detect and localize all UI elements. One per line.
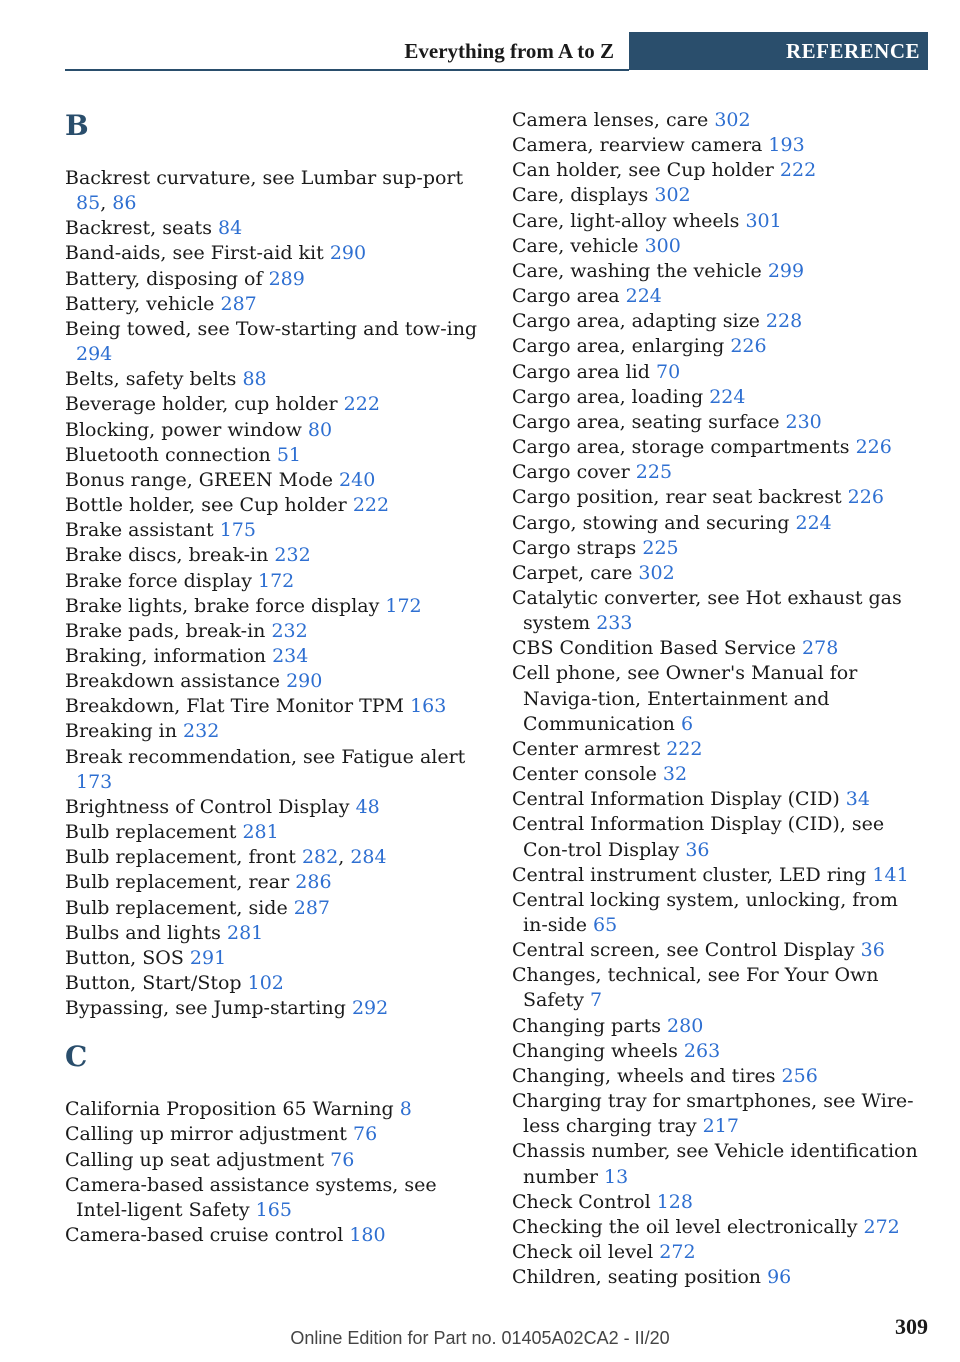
index-entry (65, 418, 485, 443)
index-entry (65, 392, 485, 417)
index-entry-term: Changing, wheels and tires (512, 1064, 776, 1087)
index-entry (512, 661, 927, 736)
page-number: 309 (895, 1314, 928, 1339)
index-entry (65, 820, 485, 845)
page-reference-link[interactable]: 222 (666, 737, 703, 760)
page-reference-link[interactable]: 291 (189, 946, 227, 969)
index-entry-term: Cargo, stowing and securing (512, 511, 790, 534)
index-entry-term: Care, light-alloy wheels (512, 209, 740, 232)
index-entry-term: Braking, information (65, 644, 267, 667)
index-entry (512, 762, 927, 787)
page-reference-link[interactable]: 76 (330, 1148, 355, 1171)
index-entry (512, 158, 927, 183)
index-entry (512, 812, 927, 862)
page-reference-link[interactable]: 287 (293, 896, 331, 919)
index-entry-term: Camera, rearview camera (512, 134, 763, 157)
index-entry-term: California Proposition 65 Warning (65, 1098, 394, 1121)
index-entry-term: Brake lights, brake force display (65, 594, 380, 617)
index-entry (512, 1265, 927, 1290)
index-list-c-continued (512, 108, 927, 1290)
index-entry (65, 1122, 485, 1147)
index-entry-term: Calling up mirror adjustment (65, 1123, 347, 1146)
index-entry (512, 586, 927, 636)
page-reference-link[interactable]: 224 (709, 385, 746, 408)
page-reference-link[interactable]: 292 (351, 997, 389, 1020)
index-entry-term: Changes, technical, see For Your Own Safety (512, 964, 879, 1012)
running-header-section-title: Everything from A to Z (404, 39, 614, 63)
page-reference-link[interactable]: 294 (76, 343, 113, 366)
index-entry-term: Check Control (512, 1190, 651, 1213)
index-entry-term: Cargo area, seating surface (512, 410, 780, 433)
page-reference-link[interactable]: 51 (276, 443, 302, 466)
index-entry (65, 921, 485, 946)
index-entry-term: Break recommendation, see Fatigue alert (65, 745, 466, 768)
page-reference-link[interactable]: 282 (301, 846, 339, 869)
index-entry-term: Care, washing the vehicle (512, 259, 762, 282)
index-entry (512, 234, 927, 259)
index-entry (512, 259, 927, 284)
index-entry (512, 1014, 927, 1039)
index-entry-term: Brake assistant (65, 519, 214, 542)
page-reference-link[interactable]: 222 (343, 393, 380, 416)
index-entry: Bulb replacement, front 282, 284 (65, 846, 387, 869)
page-reference-link[interactable]: 7 (590, 989, 603, 1012)
page-reference-link[interactable]: 141 (872, 863, 909, 886)
index-entry (512, 963, 927, 1013)
index-entry (65, 870, 485, 895)
index-entry-term: Belts, safety belts (65, 368, 237, 391)
index-entry-term: Button, SOS (65, 946, 184, 969)
page-reference-link[interactable]: 76 (352, 1123, 378, 1146)
page-reference-link[interactable]: 232 (271, 619, 308, 642)
index-entry-term: Brightness of Control Display (65, 795, 350, 818)
index-entry-term: Carpet, care (512, 561, 633, 584)
index-entry (65, 669, 485, 694)
index-entry (512, 334, 927, 359)
index-entry (512, 309, 927, 334)
running-header-chapter-tab: REFERENCE (629, 32, 928, 70)
index-entry-term: Care, vehicle (512, 234, 639, 257)
index-entry-term: Central instrument cluster, LED ring (512, 863, 867, 886)
index-entry (65, 896, 485, 921)
index-entry-term: Check oil level (512, 1241, 654, 1264)
page-reference-link[interactable]: 172 (385, 594, 422, 617)
index-entry-term: CBS Condition Based Service (512, 637, 796, 660)
index-entry: Backrest curvature, see Lumbar sup-port 85, 86 (65, 167, 464, 215)
index-entry-term: Charging tray for smartphones, see Wire-less charging tray (512, 1090, 914, 1138)
index-entry-term: Children, seating position (512, 1266, 762, 1289)
page-reference-link[interactable]: 96 (767, 1266, 792, 1289)
page-reference-link[interactable]: 86 (112, 192, 137, 215)
index-entry (512, 737, 927, 762)
index-entry-term: Breakdown assistance (65, 670, 281, 693)
page-reference-link[interactable]: 217 (702, 1115, 739, 1138)
index-entry (65, 443, 485, 468)
page-reference-link[interactable]: 232 (274, 544, 311, 567)
index-entry (512, 435, 927, 460)
index-entry-term: Cargo area, storage compartments (512, 436, 850, 459)
index-entry (512, 1064, 927, 1089)
index-entry-term: Backrest curvature, see Lumbar sup-port (65, 167, 464, 189)
index-entry-term: Camera lenses, care (512, 109, 709, 131)
index-entry-term: Cargo cover (512, 461, 630, 484)
page-reference-link[interactable]: 281 (242, 821, 279, 844)
page-reference-link[interactable]: 222 (352, 494, 390, 517)
index-entry-term: Being towed, see Tow-starting and tow-ing (65, 317, 478, 340)
page-reference-link[interactable]: 226 (730, 335, 767, 358)
page-reference-link[interactable]: 234 (272, 644, 309, 667)
index-entry-term: Bluetooth connection (65, 443, 271, 466)
index-letter-c: C (65, 1040, 88, 1074)
page-reference-link[interactable]: 32 (662, 763, 688, 786)
page-reference-link[interactable]: 226 (847, 486, 884, 509)
index-column-left (65, 108, 485, 1248)
index-entry (512, 1139, 927, 1189)
index-entry-term: Cell phone, see Owner's Manual for Naviga-tion, Entertainment and Communication (512, 662, 858, 735)
page-reference-link[interactable]: 222 (779, 159, 817, 182)
index-entry (512, 460, 927, 485)
index-entry (65, 569, 485, 594)
index-entry-term: Cargo straps (512, 536, 637, 559)
page-reference-link[interactable]: 85 (76, 192, 101, 215)
page-reference-link[interactable]: 228 (765, 310, 803, 333)
index-entry (65, 745, 485, 795)
page-reference-link[interactable]: 193 (768, 134, 805, 157)
index-entry-term: Changing wheels (512, 1039, 678, 1062)
page-reference-link[interactable]: 224 (795, 511, 832, 534)
index-entry-term: Calling up seat adjustment (65, 1148, 325, 1171)
index-entry-term: Cargo position, rear seat backrest (512, 486, 842, 509)
page-reference-link[interactable]: 299 (767, 259, 805, 282)
page-reference-link[interactable]: 256 (781, 1064, 818, 1087)
index-entry-term: Bulb replacement, side (65, 896, 288, 919)
index-entry-term: Cargo area (512, 285, 620, 308)
index-entry (512, 863, 927, 888)
index-entry-term: Central locking system, unlocking, from in-side (512, 888, 898, 936)
index-entry (65, 971, 485, 996)
page-reference-link[interactable]: 34 (845, 788, 870, 811)
page-reference-link[interactable]: 36 (685, 838, 710, 861)
index-entry-term: Bulb replacement (65, 821, 237, 844)
index-entry (65, 518, 485, 543)
page-reference-link[interactable]: 175 (219, 519, 256, 542)
index-entry-term: Bulbs and lights (65, 921, 221, 944)
index-entry (65, 1148, 485, 1173)
page-reference-link[interactable]: 233 (596, 612, 633, 635)
index-entry (512, 1039, 927, 1064)
page-reference-link[interactable]: 65 (593, 914, 618, 936)
page-reference-link[interactable]: 173 (76, 770, 113, 793)
index-entry (512, 636, 927, 661)
page-reference-link[interactable]: 88 (242, 368, 267, 391)
index-entry-term: Cargo area, enlarging (512, 335, 725, 358)
index-entry-term: Band-aids, see First-aid kit (65, 242, 324, 265)
index-entry (512, 938, 927, 963)
index-list-c (65, 1097, 485, 1248)
index-entry-term: Brake discs, break-in (65, 544, 269, 567)
index-entry (512, 1240, 927, 1265)
page-reference-link[interactable]: 300 (644, 234, 681, 257)
index-entry (512, 888, 927, 938)
page-reference-link[interactable]: 289 (268, 267, 305, 290)
page-reference-link[interactable]: 230 (785, 410, 822, 433)
page-reference-link[interactable]: 281 (226, 921, 264, 944)
index-entry-term: Bypassing, see Jump-starting (65, 997, 346, 1020)
index-entry (512, 561, 927, 586)
page-reference-link[interactable]: 36 (860, 939, 885, 962)
index-entry (512, 1190, 927, 1215)
index-entry-term: Camera-based cruise control (65, 1224, 344, 1247)
index-entry (512, 385, 927, 410)
page-reference-link[interactable]: 240 (339, 468, 376, 491)
index-entry (65, 1173, 485, 1223)
index-entry (512, 1215, 927, 1240)
page-reference-link[interactable]: 232 (183, 720, 220, 743)
index-entry (65, 946, 485, 971)
index-entry-term: Center armrest (512, 737, 661, 760)
index-entry-term: Bulb replacement, rear (65, 871, 290, 894)
index-entry (512, 485, 927, 510)
index-entry-term: Catalytic converter, see Hot exhaust gas system (512, 586, 902, 635)
index-entry (512, 183, 927, 208)
index-entry-term: Central Information Display (CID) (512, 788, 840, 811)
index-entry (65, 292, 485, 317)
page-reference-link[interactable]: 80 (307, 418, 333, 441)
index-entry (65, 1097, 485, 1122)
page-reference-link[interactable]: 302 (654, 184, 691, 207)
page-reference-link[interactable]: 225 (642, 536, 679, 559)
index-entry (65, 996, 485, 1021)
page-reference-link[interactable]: 225 (635, 461, 673, 484)
page-reference-link[interactable]: 290 (329, 242, 367, 265)
index-entry (512, 284, 927, 309)
page-reference-link[interactable]: 13 (604, 1165, 629, 1188)
index-entry (512, 410, 927, 435)
index-entry (512, 209, 927, 234)
page-reference-link[interactable]: 172 (258, 569, 295, 592)
page-reference-link[interactable]: 8 (399, 1098, 412, 1121)
page-reference-link[interactable]: 286 (295, 871, 332, 894)
index-entry-term: Brake force display (65, 569, 252, 592)
page-reference-link[interactable]: 102 (247, 972, 284, 994)
index-entry (65, 267, 485, 292)
index-entry-term: Breakdown, Flat Tire Monitor TPM (65, 695, 405, 718)
index-entry-term: Bulb replacement, front (65, 846, 296, 869)
index-entry-term: Checking the oil level electronically (512, 1215, 858, 1238)
index-entry (65, 619, 485, 644)
index-entry-term: Backrest, seats (65, 217, 212, 240)
index-entry (512, 536, 927, 561)
index-entry-term: Button, Start/Stop (65, 972, 242, 994)
index-entry (512, 787, 927, 812)
index-entry (512, 1089, 927, 1139)
index-entry (65, 694, 485, 719)
index-entry (65, 795, 485, 820)
index-entry (512, 360, 927, 385)
index-entry-term: Brake pads, break-in (65, 619, 266, 642)
index-entry-term: Beverage holder, cup holder (65, 393, 338, 416)
index-entry (512, 511, 927, 536)
index-entry-term: Cargo area lid (512, 360, 650, 383)
page-reference-link[interactable]: 302 (714, 109, 751, 131)
index-entry (65, 367, 485, 392)
index-list-b (65, 166, 485, 1021)
index-letter-b: B (65, 109, 89, 142)
page-reference-link[interactable]: 302 (638, 561, 675, 584)
index-entry (65, 719, 485, 744)
page-reference-link[interactable]: 263 (683, 1039, 721, 1062)
index-entry (65, 317, 485, 367)
index-entry-term: Bonus range, GREEN Mode (65, 468, 333, 491)
index-entry-term: Breaking in (65, 720, 177, 743)
index-entry (65, 241, 485, 266)
index-entry-term: Can holder, see Cup holder (512, 159, 774, 182)
page-reference-link[interactable]: 284 (350, 846, 387, 869)
index-entry-term: Cargo area, loading (512, 385, 704, 408)
index-entry-term: Blocking, power window (65, 418, 302, 441)
index-entry (65, 493, 485, 518)
page-reference-link[interactable]: 290 (286, 670, 323, 693)
index-entry (65, 468, 485, 493)
index-entry-term: Center console (512, 763, 657, 786)
index-entry-term: Care, displays (512, 184, 649, 207)
index-entry (65, 216, 485, 241)
page-reference-link[interactable]: 287 (220, 292, 257, 315)
index-entry (65, 1223, 485, 1248)
page-reference-link[interactable]: 180 (349, 1224, 386, 1247)
index-entry-term: Central Information Display (CID), see Con-trol Display (512, 813, 885, 861)
index-entry (65, 594, 485, 619)
index-entry-term: Cargo area, adapting size (512, 310, 760, 333)
page-reference-link[interactable]: 48 (355, 795, 380, 818)
index-entry (65, 644, 485, 669)
page-reference-link[interactable]: 84 (218, 217, 243, 240)
page-reference-link[interactable]: 226 (855, 436, 892, 459)
index-entry-term: Central screen, see Control Display (512, 939, 855, 962)
page-reference-link[interactable]: 6 (680, 712, 694, 735)
page-reference-link[interactable]: 70 (655, 360, 681, 383)
footer-edition-note: Online Edition for Part no. 01405A02CA2 - II/20 (290, 1328, 670, 1348)
index-entry-term: Camera-based assistance systems, see Intel-ligent Safety (65, 1173, 437, 1221)
index-entry-term: Bottle holder, see Cup holder (65, 494, 347, 517)
index-entry (65, 543, 485, 568)
page-reference-link[interactable]: 280 (667, 1014, 704, 1037)
index-entry-term: Battery, vehicle (65, 292, 215, 315)
index-entry-term: Chassis number, see Vehicle identification number (512, 1140, 918, 1188)
page-reference-link[interactable]: 272 (659, 1241, 696, 1264)
page-reference-link[interactable]: 278 (802, 637, 839, 660)
index-entry (512, 108, 927, 133)
index-entry-term: Battery, disposing of (65, 267, 263, 290)
page-reference-link[interactable]: 272 (863, 1215, 900, 1238)
page-reference-link[interactable]: 301 (745, 209, 782, 232)
index-column-right (512, 108, 927, 1290)
page-reference-link[interactable]: 163 (410, 695, 447, 718)
index-entry-term: Changing parts (512, 1014, 661, 1037)
index-entry (512, 133, 927, 158)
page-reference-link[interactable]: 224 (625, 285, 662, 308)
page-reference-link[interactable]: 128 (656, 1190, 693, 1213)
page-reference-link[interactable]: 165 (255, 1198, 292, 1221)
header-rule (65, 69, 629, 71)
